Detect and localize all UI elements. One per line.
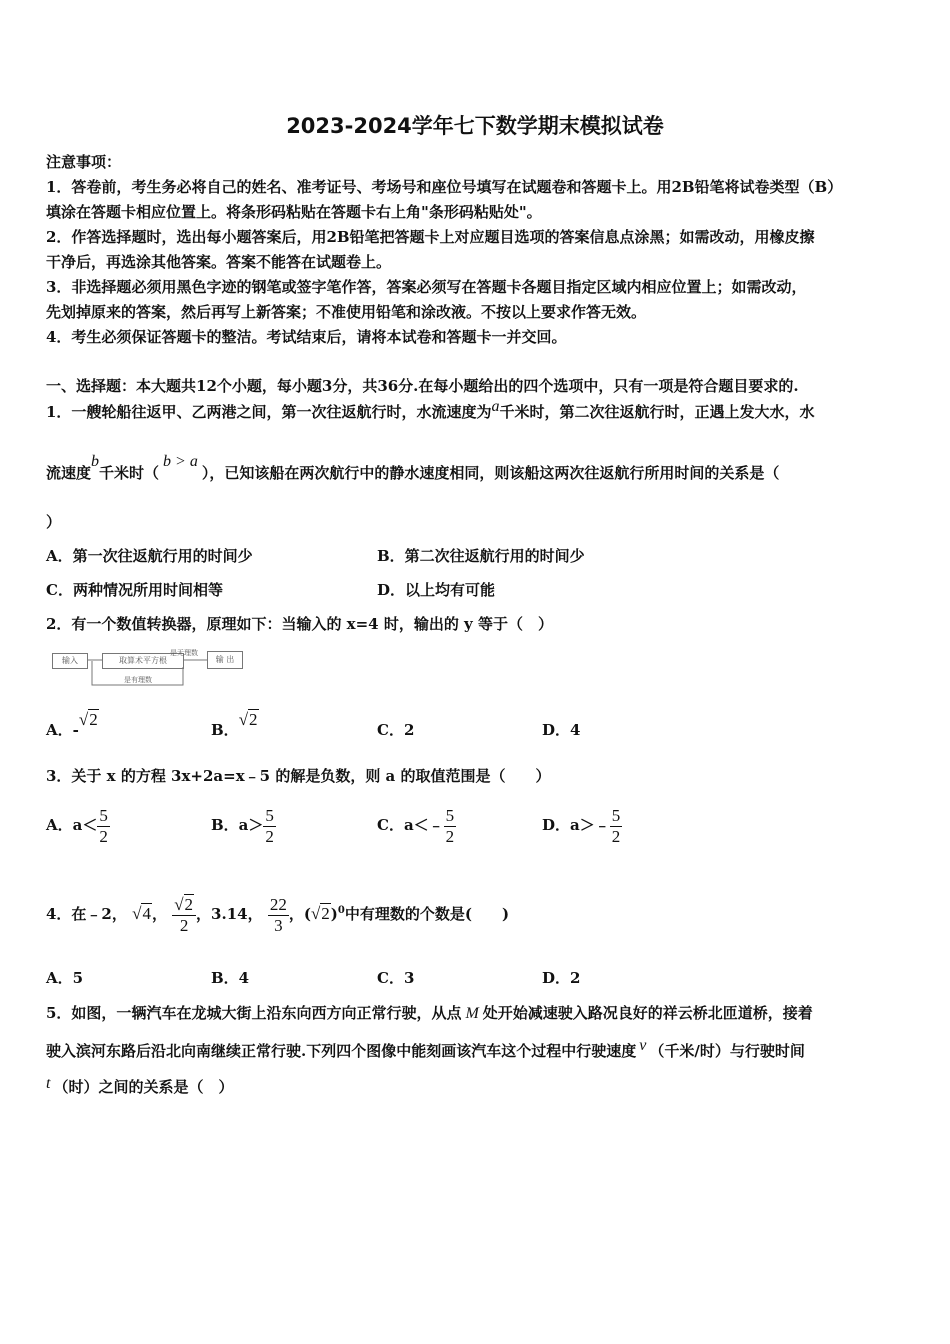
question-1-line-1	[46, 398, 815, 423]
option-b[interactable]: B．√2	[211, 710, 258, 739]
option-d[interactable]: D．4	[542, 721, 581, 739]
notice-line: 填涂在答题卡相应位置上。将条形码粘贴在答题卡右上角"条形码粘贴处"。	[46, 203, 542, 221]
fraction: $\frac{5}{2}$	[445, 805, 455, 846]
option-c[interactable]: C．2	[377, 721, 415, 739]
option-c[interactable]: C．a＜﹣ $\frac{5}{2}$	[377, 805, 455, 846]
question-5-line-1: 5．如图，一辆汽车在龙城大街上沿东向西方向正常行驶，从点 M 处开始减速驶入路况良好的祥云桥北匝道桥，接着	[46, 1004, 813, 1022]
q5-var-v: v	[639, 1037, 647, 1054]
question-2-text: 2．有一个数值转换器，原理如下：当输入的 x=4 时，输出的 y 等于（ ）	[46, 615, 553, 633]
notice-heading: 注意事项：	[46, 153, 122, 171]
converter-flowchart	[50, 647, 245, 689]
fraction: $\frac{√2}{2}$	[172, 895, 196, 936]
option-c[interactable]: C．3	[377, 969, 415, 987]
option-d[interactable]: D．2	[542, 969, 581, 987]
question-4-text: 4．在﹣2， √4， $\frac{√2}{2}$ ，3.14， $\frac{22}{3}$ ，$(√2)^0$中有理数的个数是( )	[46, 894, 510, 935]
fraction: $\frac{5}{2}$	[99, 805, 108, 846]
notice-line: 4．考生必须保证答题卡的整洁。考试结束后，请将本试卷和答题卡一并交回。	[46, 328, 567, 346]
question-5-line-2: 驶入滨河东路后沿北向南继续正常行驶.下列四个图像中能刻画该汽车这个过程中行驶速度 v （千米/时）与行驶时间	[46, 1037, 805, 1060]
option-a[interactable]: A．第一次往返航行用的时间少	[46, 547, 253, 565]
flow-label-rational: 是有理数	[124, 676, 152, 684]
notice-line: 2．作答选择题时，选出每小题答案后，用2B铅笔把答题卡上对应题目选项的答案信息点涂黑；如需改动，用橡皮擦	[46, 228, 815, 246]
sqrt-expression: √4	[132, 904, 151, 923]
flow-input-box: 输入	[52, 653, 88, 669]
q1-var-a: a	[491, 398, 500, 415]
sqrt-expression: √2	[238, 710, 258, 729]
sqrt-expression: √2	[78, 710, 98, 729]
flow-process-box: 取算术平方根	[102, 653, 184, 669]
option-a[interactable]: A．5	[46, 969, 84, 987]
flow-output-box: 输 出	[207, 651, 243, 669]
fraction: $\frac{5}{2}$	[611, 805, 621, 846]
option-a[interactable]: A．-√2	[46, 710, 98, 739]
q5-var-M: M	[465, 1005, 479, 1022]
notice-line: 1．答卷前，考生务必将自己的姓名、准考证号、考场号和座位号填写在试题卷和答题卡上。用2B铅笔将试卷类型（B）	[46, 178, 843, 196]
option-b[interactable]: B．4	[211, 969, 250, 987]
q1-text: 流速度	[46, 464, 92, 482]
option-b[interactable]: B．第二次往返航行用的时间少	[377, 547, 585, 565]
notice-line: 3．非选择题必须用黑色字迹的钢笔或签字笔作答，答案必须写在答题卡各题目指定区域内相应位置上；如需改动，	[46, 278, 807, 296]
q5-var-t: t	[46, 1075, 51, 1092]
option-a[interactable]: A．a＜ $\frac{5}{2}$	[46, 805, 108, 846]
q1-condition: b > a	[163, 453, 198, 470]
option-b[interactable]: B．a＞ $\frac{5}{2}$	[211, 805, 274, 846]
question-1-line-2	[46, 453, 780, 484]
option-d[interactable]: D．a＞﹣ $\frac{5}{2}$	[542, 805, 621, 846]
sqrt-expression: √2	[310, 904, 330, 923]
q1-text: 千米时，第二次往返航行时，正遇上发大水，水	[499, 403, 815, 421]
q1-var-b: b	[91, 453, 100, 470]
question-1-line-3: ）	[46, 513, 62, 531]
notice-line: 先划掉原来的答案，然后再写上新答案；不准使用铅笔和涂改液。不按以上要求作答无效。	[46, 303, 647, 321]
section-heading: 一、选择题：本大题共12个小题，每小题3分，共36分.在每小题给出的四个选项中，只有一项是符合题目要求的.	[46, 377, 799, 395]
fraction: $\frac{5}{2}$	[265, 805, 274, 846]
question-5-line-3: t （时）之间的关系是（ ）	[46, 1075, 234, 1096]
q1-text: ），已知该船在两次航行中的静水速度相同，则该船这两次往返航行所用时间的关系是（	[201, 464, 780, 482]
q1-text: 1．一艘轮船往返甲、乙两港之间，第一次往返航行时，水流速度为	[46, 403, 492, 421]
question-3-text: 3．关于 x 的方程 3x+2a=x﹣5 的解是负数，则 a 的取值范围是（ ）	[46, 767, 551, 785]
notice-line: 干净后，再选涂其他答案。答案不能答在试题卷上。	[46, 253, 392, 271]
q1-text: 千米时（	[99, 464, 160, 482]
option-d[interactable]: D．以上均有可能	[377, 581, 496, 599]
option-c[interactable]: C．两种情况所用时间相等	[46, 581, 223, 599]
fraction: $\frac{22}{3}$	[269, 894, 287, 935]
page-title: 2023-2024学年七下数学期末模拟试卷	[286, 114, 664, 138]
flow-label-irrational: 是无理数	[170, 649, 198, 657]
